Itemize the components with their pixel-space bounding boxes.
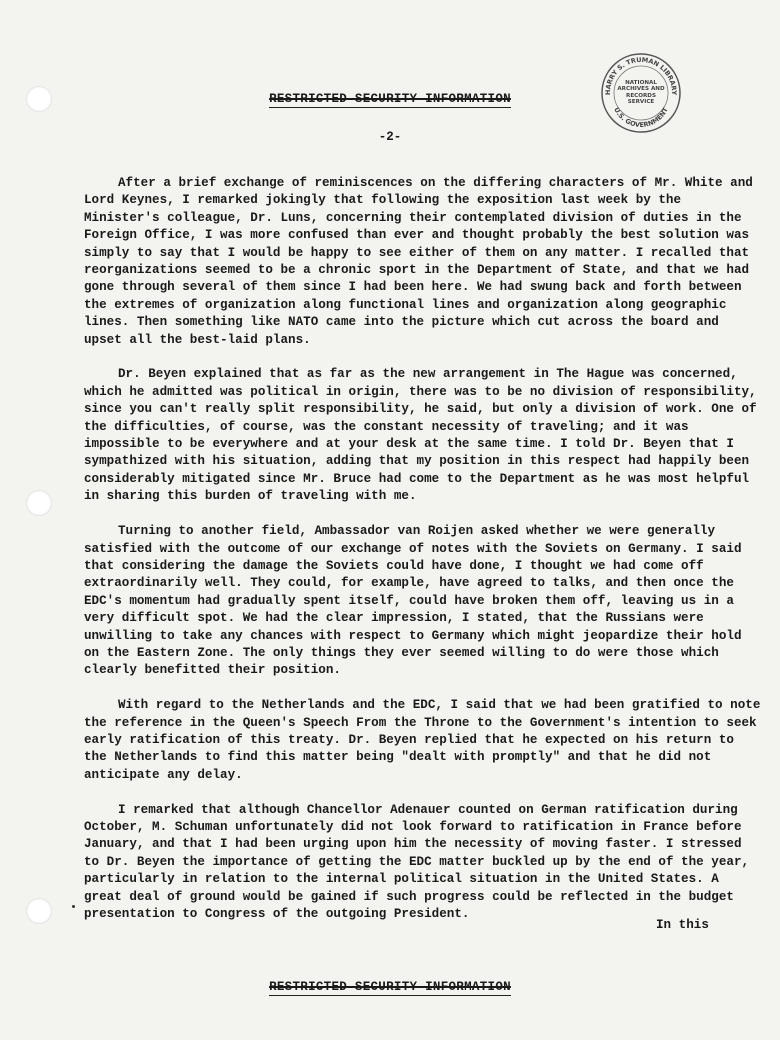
stamp-bottom-text: U.S. GOVERNMENT [612,106,670,130]
paragraph-4: With regard to the Netherlands and the EDC, I said that we had been gratified to note the reference in the Queen's Speech From the Throne to the Government's intention to seek early ratification of this treaty. Dr. Beyen replied that he expected on his return to the Netherlands to find this matter being "dealt with promptly" and that he did not anticipate any delay. [84,698,761,782]
memo-body [84,175,764,941]
paragraph-3: Turning to another field, Ambassador van Roijen asked whether we were generally satisfied with the outcome of our exchange of notes with the Soviets on Germany. I said that considering the damage the Soviets could have done, I thought we had come off extraordinarily well. They could, for example, have agreed to talks, and then once the EDC's momentum had gradually spent itself, could have broken them off, leaving us in a very difficult spot. We had the clear impression, I stated, that the Russians were unwilling to take any chances with respect to Germany which might jeopardize their hold on the Eastern Zone. The only things they ever seemed willing to do were those which clearly benefitted their position. [84,524,742,678]
classification-header [0,92,780,106]
classification-footer-text: RESTRICTED SECURITY INFORMATION [269,980,511,994]
stamp-outer-text: HARRY S. TRUMAN LIBRARY [603,55,679,96]
paragraph-1: After a brief exchange of reminiscences on the differing characters of Mr. White and Lord Keynes, I remarked jokingly that following the exposition last week by the Minister's colleague, Dr. Luns, concerning their contemplated division of duties in the Foreign Office, I was more confused than ever and thought probably the best solution was simply to say that I would be happy to see either of them on any matter. I recalled that reorganizations seemed to be a chronic sport in the Department of State, and that we had gone through several of them since I had been here. We had swung back and forth between the extremes of organization along functional lines and organization along geographic lines. Then something like NATO came into the picture which cut across the board and upset all the best-laid plans. [84,176,753,347]
page-number: -2- [378,130,402,144]
classification-header-text: RESTRICTED SECURITY INFORMATION [269,92,511,106]
punch-hole [26,898,52,924]
paragraph-2: Dr. Beyen explained that as far as the new arrangement in The Hague was concerned, which he admitted was political in origin, there was to be no division of responsibility, since you can't really split responsibility, he said, but only a division of work. One of the difficulties, of course, was the constant necessity of traveling; and it was impossible to be everywhere and at your desk at the same time. I told Dr. Beyen that I sympathized with his situation, adding that my position in this respect had happily been considerably mitigated since Mr. Bruce had come to the Department as he was most helpful in sharing this burden of traveling with me. [84,367,757,504]
stamp-inner-text: NATIONAL ARCHIVES AND RECORDS SERVICE [617,80,665,106]
continuation-text: In this [656,918,709,932]
ink-mark [72,905,75,908]
classification-footer [0,980,780,994]
punch-hole [26,490,52,516]
paragraph-5: I remarked that although Chancellor Adenauer counted on German ratification during October, M. Schuman unfortunately did not look forward to ratification in France before January, and that I had been urging upon him the necessity of moving faster. I stressed to Dr. Beyen the importance of getting the EDC matter buckled up by the end of the year, particularly in relation to the internal political situation in the United States. A great deal of ground would be gained if such progress could be reflected in the budget presentation to Congress of the outgoing President. [84,802,750,921]
